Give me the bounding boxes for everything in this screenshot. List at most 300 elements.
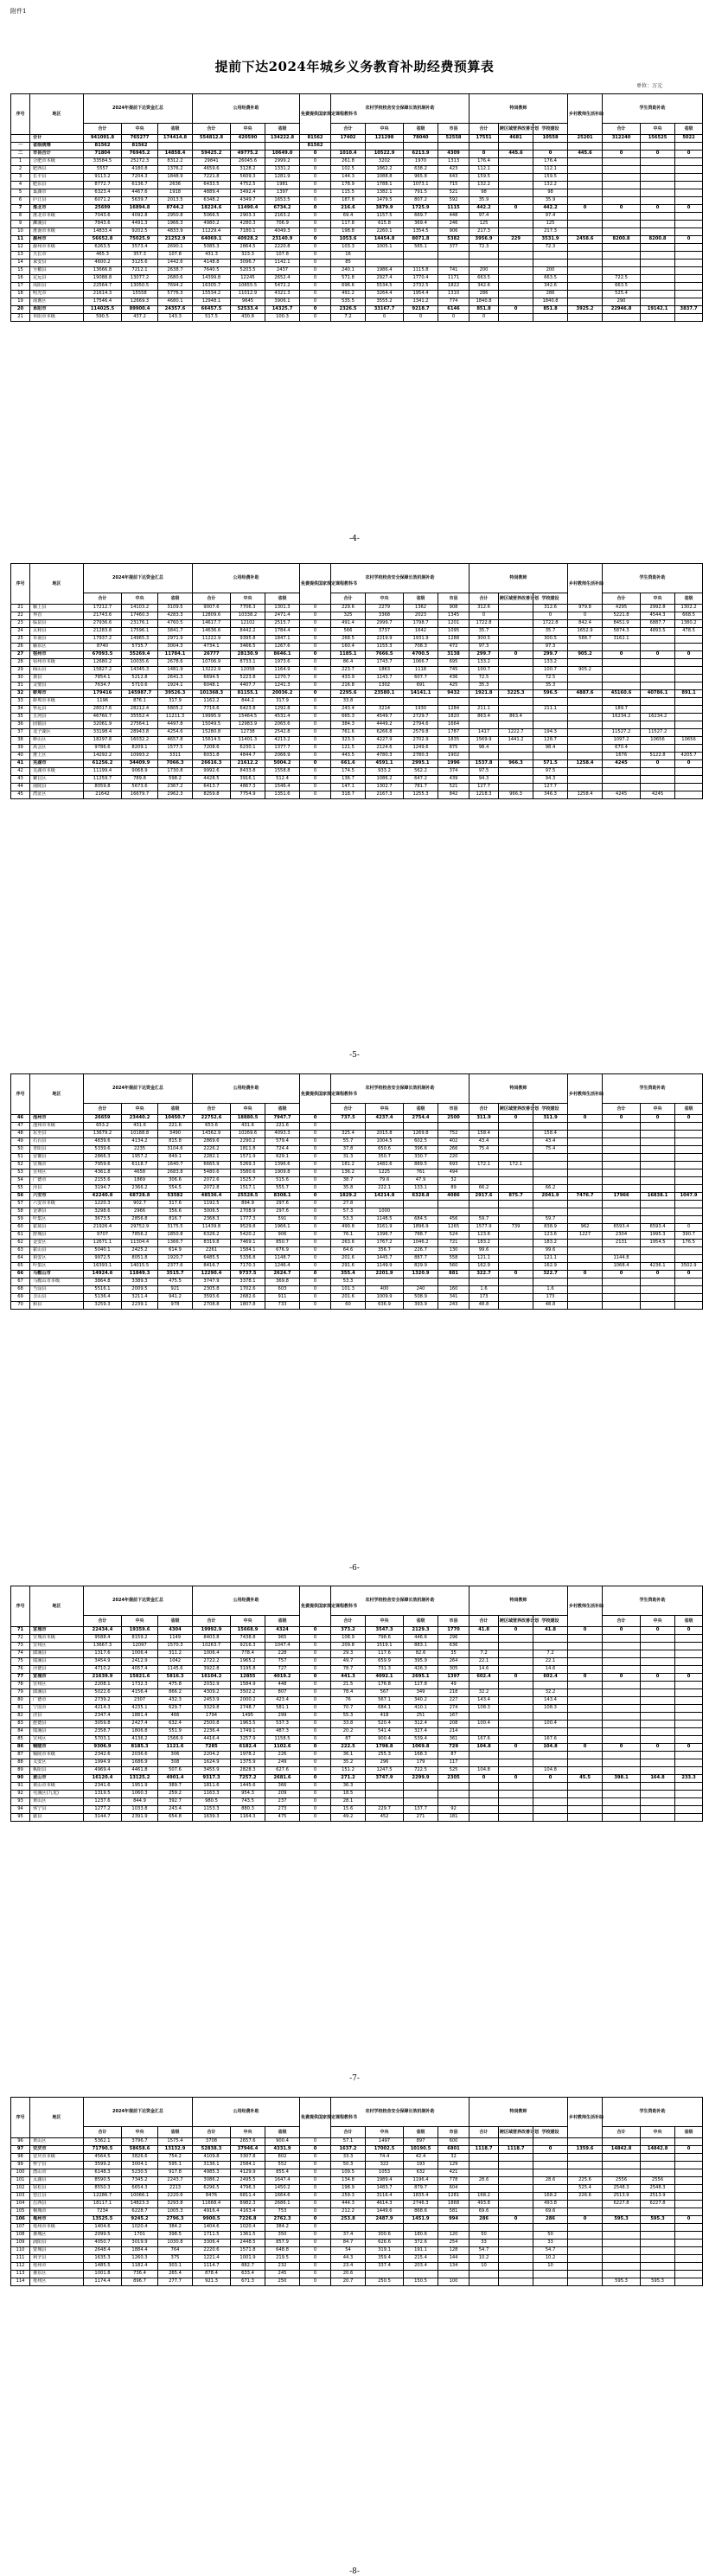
cell-value: 3211.4 bbox=[122, 1294, 158, 1302]
cell-value: 1787 bbox=[438, 729, 469, 737]
cell-value: 4324 bbox=[265, 1627, 300, 1635]
cell-value bbox=[499, 675, 533, 682]
cell-value bbox=[438, 1798, 469, 1806]
cell-value: 341 bbox=[438, 1294, 469, 1302]
cell-value bbox=[499, 2247, 533, 2255]
cell-value: 221.6 bbox=[158, 1123, 193, 1131]
cell-value bbox=[641, 166, 675, 174]
cell-value bbox=[469, 1643, 499, 1650]
cell-value: 160 bbox=[438, 1286, 469, 1294]
cell-region: 郎溪县 bbox=[30, 1689, 84, 1697]
cell-region: 巢湖市 bbox=[30, 189, 84, 197]
cell-value bbox=[641, 2138, 675, 2146]
table-row bbox=[11, 791, 703, 799]
cell-value: 851.8 bbox=[469, 306, 499, 314]
cell-value bbox=[568, 1666, 603, 1674]
cell-value: 0 bbox=[300, 1123, 331, 1131]
cell-value bbox=[641, 1713, 675, 1721]
cell-value bbox=[603, 2138, 641, 2146]
cell-value: 1450.2 bbox=[265, 2185, 300, 2193]
cell-value: 74.4 bbox=[366, 2154, 404, 2162]
cell-value: 1862.2 bbox=[366, 166, 404, 174]
header-special: 特岗教师 bbox=[469, 2098, 568, 2127]
cell-value: 11668.4 bbox=[193, 2201, 231, 2208]
cell-value: 2648.4 bbox=[84, 2247, 122, 2255]
cell-value: 12809.6 bbox=[193, 612, 231, 620]
cell-region: 亳州区 bbox=[30, 2278, 84, 2286]
cell-value: 0 bbox=[675, 236, 703, 244]
header-sub-total: 合计 bbox=[469, 1104, 499, 1115]
cell-value: 3922.8 bbox=[193, 1666, 231, 1674]
cell-value: 5874.3 bbox=[603, 628, 641, 636]
cell-value: 1345 bbox=[438, 612, 469, 620]
cell-value bbox=[675, 791, 703, 799]
cell-value bbox=[603, 197, 641, 205]
cell-value: 6801 bbox=[438, 2146, 469, 2154]
cell-value: 1963.5 bbox=[231, 1721, 265, 1728]
cell-value: 7212.1 bbox=[122, 267, 158, 275]
cell-value: 25272.3 bbox=[122, 158, 158, 166]
cell-value: 7476.7 bbox=[568, 1193, 603, 1201]
cell-value: 181 bbox=[438, 1814, 469, 1822]
cell-value: 384.3 bbox=[331, 721, 366, 729]
cell-region: 泾县 bbox=[30, 1185, 84, 1193]
cell-value bbox=[568, 1759, 603, 1767]
cell-value: 1451.9 bbox=[404, 2216, 438, 2224]
cell-value: 35.7 bbox=[533, 628, 568, 636]
cell-value bbox=[438, 143, 469, 151]
cell-value: 0 bbox=[469, 151, 499, 158]
cell-seq: 49 bbox=[11, 1138, 30, 1146]
cell-value: 2487.9 bbox=[366, 2216, 404, 2224]
cell-value bbox=[641, 2208, 675, 2216]
cell-region: 市县合计 bbox=[30, 151, 84, 158]
cell-value bbox=[499, 1798, 533, 1806]
cell-value bbox=[641, 721, 675, 729]
cell-value: 277.7 bbox=[158, 2278, 193, 2286]
cell-value: 493.8 bbox=[533, 2201, 568, 2208]
header-student: 学生资助补助 bbox=[603, 94, 703, 124]
cell-value: 159.5 bbox=[469, 174, 499, 182]
cell-value: 857.9 bbox=[265, 2240, 300, 2247]
cell-value bbox=[366, 260, 404, 267]
cell-value: 59425.2 bbox=[193, 151, 231, 158]
cell-value: 0 bbox=[300, 2208, 331, 2216]
table-row bbox=[11, 2201, 703, 2208]
cell-value: 0 bbox=[300, 260, 331, 267]
cell-value bbox=[568, 1806, 603, 1814]
cell-value: 0 bbox=[404, 314, 438, 322]
cell-value: 1479.5 bbox=[366, 197, 404, 205]
cell-value: 629.7 bbox=[158, 1705, 193, 1713]
cell-value: 8071.8 bbox=[404, 236, 438, 244]
cell-value bbox=[641, 745, 675, 753]
cell-value bbox=[438, 252, 469, 260]
table-row bbox=[11, 2169, 703, 2177]
cell-value: 97.3 bbox=[533, 644, 568, 651]
cell-value bbox=[533, 1169, 568, 1177]
cell-value: 1010.4 bbox=[331, 151, 366, 158]
cell-value: 26659 bbox=[84, 1115, 122, 1123]
cell-value: 3389.3 bbox=[122, 1278, 158, 1286]
cell-value: 6694.5 bbox=[193, 675, 231, 682]
cell-region: 石台县 bbox=[30, 1138, 84, 1146]
cell-value: 0 bbox=[300, 236, 331, 244]
cell-region: 肥东县 bbox=[30, 182, 84, 189]
cell-value: 0 bbox=[300, 1736, 331, 1744]
cell-value: 1868 bbox=[438, 2201, 469, 2208]
header-sub-total: 合计 bbox=[84, 1104, 122, 1115]
cell-value bbox=[675, 2193, 703, 2201]
table-row bbox=[11, 2216, 703, 2224]
cell-value: 18.5 bbox=[331, 1791, 366, 1798]
cell-value: 829.9 bbox=[404, 1263, 438, 1271]
cell-value: 4680.1 bbox=[158, 298, 193, 306]
cell-value bbox=[469, 1806, 499, 1814]
cell-value: 10993.2 bbox=[122, 753, 158, 760]
cell-value bbox=[641, 2169, 675, 2177]
cell-value: 5040.1 bbox=[84, 1247, 122, 1255]
cell-value: 3161.9 bbox=[366, 1224, 404, 1232]
cell-value bbox=[568, 1650, 603, 1658]
cell-value: 0 bbox=[300, 776, 331, 784]
cell-value bbox=[675, 2185, 703, 2193]
cell-value: 20.6 bbox=[331, 2271, 366, 2278]
cell-value bbox=[568, 298, 603, 306]
cell-value: 1281.9 bbox=[265, 174, 300, 182]
cell-value bbox=[568, 1247, 603, 1255]
cell-value bbox=[499, 166, 533, 174]
cell-value: 3864.8 bbox=[84, 1278, 122, 1286]
cell-region: 来安县 bbox=[30, 260, 84, 267]
cell-value: 1730.8 bbox=[158, 768, 193, 776]
cell-value: 17460.3 bbox=[122, 612, 158, 620]
cell-value bbox=[404, 1208, 438, 1216]
cell-value: 4887.6 bbox=[568, 690, 603, 698]
cell-value bbox=[675, 197, 703, 205]
cell-value: 121.1 bbox=[469, 1255, 499, 1263]
cell-value: 0 bbox=[300, 174, 331, 182]
cell-region: 天长市 bbox=[30, 252, 84, 260]
cell-seq: 62 bbox=[11, 1240, 30, 1247]
header-sub-central: 中央 bbox=[366, 593, 404, 605]
cell-value bbox=[603, 776, 641, 784]
cell-value: 17596.1 bbox=[122, 628, 158, 636]
cell-value: 133.2 bbox=[533, 659, 568, 667]
cell-value: 21614.3 bbox=[84, 291, 122, 298]
cell-value: 1404.6 bbox=[84, 2224, 122, 2232]
cell-value: 20036.2 bbox=[265, 690, 300, 698]
table-row bbox=[11, 768, 703, 776]
cell-value: 1566.9 bbox=[158, 1736, 193, 1744]
cell-value bbox=[641, 2154, 675, 2162]
cell-value bbox=[568, 2138, 603, 2146]
header-sub-province: 省级 bbox=[265, 593, 300, 605]
cell-value: 0 bbox=[499, 651, 533, 659]
cell-value: 1006.4 bbox=[193, 1650, 231, 1658]
cell-value bbox=[641, 1736, 675, 1744]
cell-value: 78040 bbox=[404, 135, 438, 143]
cell-value bbox=[568, 2247, 603, 2255]
cell-value bbox=[641, 1286, 675, 1294]
cell-value: 423 bbox=[438, 166, 469, 174]
cell-value: 5203.5 bbox=[231, 267, 265, 275]
cell-value bbox=[568, 1286, 603, 1294]
table-row bbox=[11, 158, 703, 166]
table-row bbox=[11, 1728, 703, 1736]
cell-value: 14.6 bbox=[533, 1666, 568, 1674]
cell-value: 0 bbox=[300, 1263, 331, 1271]
cell-value bbox=[469, 1682, 499, 1689]
cell-value: 2358.7 bbox=[84, 1728, 122, 1736]
cell-value: 14141.1 bbox=[404, 690, 438, 698]
cell-value: 12983.9 bbox=[231, 721, 265, 729]
cell-value: 6811.4 bbox=[231, 2193, 265, 2201]
cell-seq: 40 bbox=[11, 753, 30, 760]
cell-seq: 一 bbox=[11, 143, 30, 151]
cell-value: 0 bbox=[300, 291, 331, 298]
cell-value: 5776.3 bbox=[158, 291, 193, 298]
cell-value: 14965.3 bbox=[122, 636, 158, 644]
cell-value: 11012.9 bbox=[231, 291, 265, 298]
cell-value: 17546.4 bbox=[84, 298, 122, 306]
cell-value: 1417 bbox=[469, 729, 499, 737]
cell-value: 21743.6 bbox=[84, 612, 122, 620]
cell-value: 2201.9 bbox=[366, 1271, 404, 1278]
cell-value: 286 bbox=[469, 2216, 499, 2224]
header-sub-central: 中央 bbox=[122, 593, 158, 605]
cell-value bbox=[641, 776, 675, 784]
cell-value bbox=[675, 252, 703, 260]
header-sub-central: 中央 bbox=[641, 1616, 675, 1627]
cell-value bbox=[499, 228, 533, 236]
cell-value: 3455.9 bbox=[193, 1767, 231, 1775]
cell-value: 2471.4 bbox=[265, 612, 300, 620]
cell-value: 4236.1 bbox=[641, 1263, 675, 1271]
cell-value: 941.2 bbox=[158, 1294, 193, 1302]
cell-value: 4658 bbox=[122, 1169, 158, 1177]
cell-value: 10656 bbox=[641, 737, 675, 745]
cell-value: 588.7 bbox=[568, 636, 603, 644]
cell-value: 102.5 bbox=[331, 166, 366, 174]
cell-value: 4129.9 bbox=[231, 2169, 265, 2177]
cell-value bbox=[641, 1791, 675, 1798]
cell-value: 437.2 bbox=[122, 314, 158, 322]
header-seq: 序号 bbox=[11, 2098, 30, 2138]
cell-value bbox=[404, 1278, 438, 1286]
header-region: 地区 bbox=[30, 2098, 84, 2138]
cell-value bbox=[404, 1791, 438, 1798]
cell-value bbox=[568, 1643, 603, 1650]
cell-value: 1227 bbox=[568, 1232, 603, 1240]
cell-value: 1642 bbox=[404, 628, 438, 636]
cell-value: 0 bbox=[300, 1146, 331, 1154]
cell-value: 2099.5 bbox=[84, 2232, 122, 2240]
cell-value: 220 bbox=[438, 1154, 469, 1162]
cell-value: 11304.4 bbox=[122, 1240, 158, 1247]
cell-value: 3125.6 bbox=[122, 260, 158, 267]
cell-value: 50 bbox=[533, 2232, 568, 2240]
cell-value: 0 bbox=[300, 298, 331, 306]
cell-value: 11439.8 bbox=[193, 1224, 231, 1232]
cell-seq: 44 bbox=[11, 784, 30, 791]
cell-value: 89 bbox=[438, 1185, 469, 1193]
cell-value: 37.8 bbox=[331, 1146, 366, 1154]
header-sub-total: 合计 bbox=[84, 1616, 122, 1627]
table-row bbox=[11, 1162, 703, 1169]
cell-value: 10035.6 bbox=[122, 659, 158, 667]
cell-value bbox=[265, 143, 300, 151]
cell-value: 72.5 bbox=[469, 675, 499, 682]
cell-value: 0 bbox=[300, 1115, 331, 1123]
cell-value: 443.5 bbox=[331, 753, 366, 760]
cell-value: 2927.4 bbox=[366, 275, 404, 283]
cell-value bbox=[641, 1123, 675, 1131]
cell-value bbox=[568, 784, 603, 791]
cell-value: 4734.1 bbox=[193, 644, 231, 651]
cell-value: 1281 bbox=[438, 2193, 469, 2201]
cell-value: 13222.9 bbox=[193, 667, 231, 675]
cell-value: 17002.5 bbox=[366, 2146, 404, 2154]
cell-value bbox=[499, 1278, 533, 1286]
cell-value bbox=[603, 698, 641, 706]
cell-value bbox=[404, 2271, 438, 2278]
table-row bbox=[11, 236, 703, 244]
cell-value: 17212.7 bbox=[84, 605, 122, 612]
cell-value: 229.6 bbox=[331, 605, 366, 612]
cell-value: 445.6 bbox=[499, 151, 533, 158]
cell-value: 35269.4 bbox=[122, 651, 158, 659]
cell-value bbox=[603, 1201, 641, 1208]
table-row bbox=[11, 197, 703, 205]
cell-value: 240 bbox=[404, 1286, 438, 1294]
cell-value: 291.6 bbox=[331, 1263, 366, 1271]
cell-value: 4280.3 bbox=[231, 221, 265, 228]
cell-value: 567.1 bbox=[366, 1697, 404, 1705]
cell-seq: 55 bbox=[11, 1185, 30, 1193]
cell-value: 2367.2 bbox=[158, 784, 193, 791]
cell-value bbox=[533, 1177, 568, 1185]
cell-value: 174.5 bbox=[331, 768, 366, 776]
cell-value bbox=[469, 1798, 499, 1806]
cell-value: 1097.2 bbox=[603, 737, 641, 745]
cell-value: 7959.6 bbox=[84, 1162, 122, 1169]
cell-value: 0 bbox=[300, 1721, 331, 1728]
cell-value: 393.9 bbox=[404, 1302, 438, 1310]
cell-value: 2279 bbox=[366, 605, 404, 612]
cell-value bbox=[499, 197, 533, 205]
cell-value bbox=[499, 314, 533, 322]
cell-value: 1088.8 bbox=[366, 174, 404, 182]
table-row bbox=[11, 721, 703, 729]
cell-value bbox=[641, 1138, 675, 1146]
cell-value: 37.4 bbox=[331, 2232, 366, 2240]
cell-value: 1840.8 bbox=[533, 298, 568, 306]
cell-value: 0 bbox=[300, 1216, 331, 1224]
cell-value: 193 bbox=[404, 2162, 438, 2169]
cell-value: 838.9 bbox=[533, 1224, 568, 1232]
cell-seq: 76 bbox=[11, 1666, 30, 1674]
cell-value bbox=[568, 1783, 603, 1791]
table-sheet bbox=[10, 93, 698, 322]
cell-value: 1288 bbox=[438, 636, 469, 644]
cell-value: 33198.4 bbox=[84, 729, 122, 737]
cell-value: 0 bbox=[300, 166, 331, 174]
cell-value: 136.2 bbox=[331, 1169, 366, 1177]
cell-value: 1777.3 bbox=[231, 1216, 265, 1224]
cell-value: 398.5 bbox=[158, 2232, 193, 2240]
table-row bbox=[11, 1123, 703, 1131]
cell-value bbox=[469, 1208, 499, 1216]
cell-value: 28130.9 bbox=[231, 651, 265, 659]
cell-value: 8312.2 bbox=[158, 158, 193, 166]
cell-value bbox=[533, 1682, 568, 1689]
table-row bbox=[11, 314, 703, 322]
cell-value bbox=[568, 1177, 603, 1185]
cell-value: 517.5 bbox=[193, 314, 231, 322]
cell-value bbox=[641, 1705, 675, 1713]
cell-value: 1701 bbox=[122, 2232, 158, 2240]
cell-value: 28.1 bbox=[331, 1798, 366, 1806]
cell-value: 614.9 bbox=[158, 1247, 193, 1255]
cell-region: 宣城市本级 bbox=[30, 1635, 84, 1643]
cell-seq: 5 bbox=[11, 189, 30, 197]
cell-value bbox=[641, 667, 675, 675]
cell-value: 4916.4 bbox=[193, 2208, 231, 2216]
header-sub-city: 市县 bbox=[438, 124, 469, 135]
cell-value bbox=[499, 252, 533, 260]
cell-value: 330.7 bbox=[404, 1154, 438, 1162]
cell-value bbox=[366, 698, 404, 706]
cell-value: 1354.5 bbox=[404, 228, 438, 236]
cell-seq: 52 bbox=[11, 1162, 30, 1169]
header-sub-central: 中央 bbox=[231, 1104, 265, 1115]
cell-value: 7843.6 bbox=[84, 221, 122, 228]
table-row bbox=[11, 745, 703, 753]
cell-value: 1142.1 bbox=[265, 260, 300, 267]
table-row bbox=[11, 1713, 703, 1721]
cell-region: 潜山市 bbox=[30, 2169, 84, 2177]
cell-value: 22752.6 bbox=[193, 1115, 231, 1123]
cell-value: 311.9 bbox=[469, 1115, 499, 1123]
cell-region: 霍邱县 bbox=[30, 1224, 84, 1232]
cell-value: 361 bbox=[438, 1736, 469, 1744]
cell-value: 0 bbox=[300, 1783, 331, 1791]
cell-value: 456 bbox=[438, 1216, 469, 1224]
cell-value: 0 bbox=[300, 721, 331, 729]
cell-seq: 66 bbox=[11, 1271, 30, 1278]
cell-value: 249 bbox=[265, 1759, 300, 1767]
cell-value bbox=[568, 1208, 603, 1216]
cell-value bbox=[603, 213, 641, 221]
cell-value: 1118.7 bbox=[469, 2146, 499, 2154]
cell-value: 0 bbox=[300, 1286, 331, 1294]
cell-value: 172.1 bbox=[499, 1162, 533, 1169]
cell-value: 3311 bbox=[158, 753, 193, 760]
cell-value: 0 bbox=[568, 1674, 603, 1682]
cell-value bbox=[603, 1752, 641, 1759]
cell-value: 44.3 bbox=[331, 2255, 366, 2263]
cell-value: 0 bbox=[300, 1255, 331, 1263]
table-row bbox=[11, 174, 703, 182]
cell-value: 176.5 bbox=[675, 1240, 703, 1247]
cell-value: 1053 bbox=[366, 2169, 404, 2177]
cell-value: 0 bbox=[675, 651, 703, 659]
cell-value: 1653.5 bbox=[265, 197, 300, 205]
cell-value bbox=[499, 260, 533, 267]
cell-value: 598.2 bbox=[158, 776, 193, 784]
cell-value: 1445.7 bbox=[366, 1255, 404, 1263]
